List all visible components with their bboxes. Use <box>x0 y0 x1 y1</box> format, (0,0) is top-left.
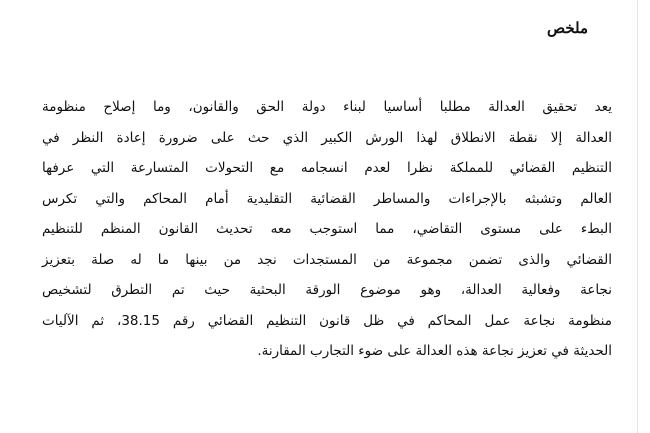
paragraph-line: التنظيم القضائي للمملكة نظرا لعدم انسجامه مع التحولات المتسارعة التي عرفها <box>42 160 612 176</box>
abstract-paragraph <box>42 92 612 367</box>
paragraph-line: منظومة نجاعة عمل المحاكم في ظل قانون التنظيم القضائي رقم 38.15، ثم الآليات <box>42 312 612 329</box>
paragraph-line: نجاعة وفعالية العدالة، وهو موضوع الورقة البحثية حيث تم التطرق لتشخيص <box>42 282 612 298</box>
paragraph-line: البطء على مستوى التقاضي، مما استوجب معه تحديث القانون المنظم للتنظيم <box>42 221 612 237</box>
paragraph-line: العدالة إلا نقطة الانطلاق لهذا الورش الكبير الذي حث على ضرورة إعادة النظر في <box>42 129 612 146</box>
page-edge-divider <box>637 0 638 433</box>
abstract-heading: ملخص <box>546 19 588 37</box>
paragraph-line: يعد تحقيق العدالة مطلبا أساسيا لبناء دولة الحق والقانون، وما إصلاح منظومة <box>42 99 612 115</box>
paragraph-line: العالم وتشبثه بالإجراءات والمساطر القضائية التقليدية أمام المحاكم والتي تكرس <box>42 190 612 207</box>
paragraph-line: القضائي والذى تضمن مجموعة من المستجدات نجد من بينها ما له صلة بتعزيز <box>42 251 612 268</box>
paragraph-line: الحديثة في تعزيز نجاعة هذه العدالة على ضوء التجارب المقارنة. <box>257 343 612 359</box>
